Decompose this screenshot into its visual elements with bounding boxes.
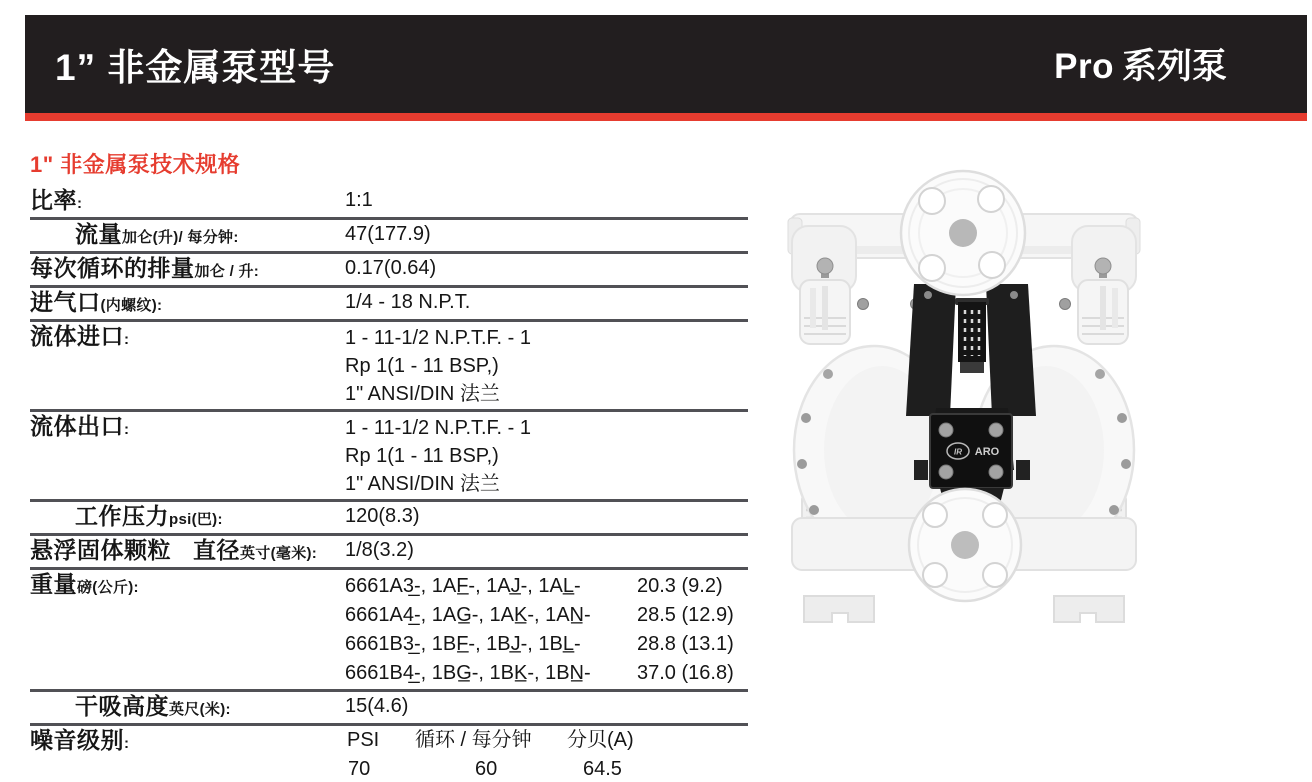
spec-row-suction <box>30 692 748 726</box>
ir-logo-text: IR <box>954 447 962 457</box>
section-heading: 1" 非金属泵技术规格 <box>30 152 241 177</box>
header-bar <box>25 15 1307 113</box>
label-sub: : <box>124 331 130 348</box>
label-sub: psi(巴): <box>169 511 223 528</box>
spec-value-displacement: 0.17(0.64) <box>345 257 437 279</box>
label-sub: 英尺(米): <box>169 701 231 718</box>
pump-center-section <box>906 284 1036 512</box>
pump-bottom-flange <box>909 489 1021 601</box>
pump-product-photo <box>788 168 1140 630</box>
spec-label-flow <box>30 222 345 250</box>
spec-value-fluid-outlet <box>345 414 748 498</box>
value-line: Rp 1(1 - 11 BSP,) <box>345 445 499 467</box>
label-text: 悬浮固体颗粒 <box>30 537 171 563</box>
spec-value-fluid-inlet <box>345 324 748 408</box>
spec-label-fluid-inlet <box>30 324 345 352</box>
value-line: 1" ANSI/DIN 法兰 <box>345 473 500 495</box>
noise-value-psi: 70 <box>348 758 371 780</box>
label-text: 流体出口 <box>30 413 124 439</box>
label-text: 工作压力 <box>75 503 169 529</box>
pump-top-flange <box>901 171 1025 295</box>
label-text: 干吸高度 <box>75 693 169 719</box>
weight-models: 6661A4̲-, 1AG̲-, 1AK̲-, 1AN̲- <box>345 604 591 626</box>
weight-row <box>345 572 748 601</box>
noise-header-db: 分贝(A) <box>567 729 634 751</box>
spec-label-ratio <box>30 188 345 216</box>
weight-models: 6661B4̲-, 1BG̲-, 1BK̲-, 1BN̲- <box>345 662 591 684</box>
series-title <box>1054 39 1227 89</box>
spec-value-weight <box>345 572 748 688</box>
spec-value-air-inlet: 1/4 - 18 N.P.T. <box>345 291 471 313</box>
noise-table <box>345 728 748 781</box>
label-sub: : <box>124 735 130 752</box>
label-text: 进气口 <box>30 289 101 315</box>
spec-row-flow <box>30 220 748 254</box>
label-text: 流体进口 <box>30 323 124 349</box>
spec-label-suction <box>30 694 345 722</box>
label-sub: 加仑(升)/ 每分钟: <box>122 229 239 246</box>
label-sub: 加仑 / 升: <box>194 263 260 280</box>
value-line: Rp 1(1 - 11 BSP,) <box>345 355 499 377</box>
spec-value-suction: 15(4.6) <box>345 695 409 717</box>
spec-row-displacement <box>30 254 748 288</box>
label-text: 比率 <box>30 187 77 213</box>
spec-label-fluid-outlet <box>30 414 345 442</box>
noise-header-cycles: 循环 / 每分钟 <box>415 729 532 751</box>
weight-value: 28.8 (13.1) <box>637 633 734 655</box>
weight-row <box>345 630 748 659</box>
weight-models: 6661B3̲-, 1BF̲-, 1BJ̲-, 1BL̲- <box>345 633 581 655</box>
spec-row-pressure <box>30 502 748 536</box>
label-text: 噪音级别 <box>30 727 124 753</box>
spec-label-noise <box>30 728 345 756</box>
value-line: 1 - 11-1/2 N.P.T.F. - 1 <box>345 327 532 349</box>
spec-row-noise <box>30 726 748 782</box>
label-sub: 磅(公斤): <box>77 579 139 596</box>
label-sub: 英寸(毫米): <box>240 545 318 562</box>
value-line: 1" ANSI/DIN 法兰 <box>345 383 500 405</box>
spec-row-weight <box>30 570 748 692</box>
spec-row-fluid-inlet <box>30 322 748 412</box>
weight-row <box>345 601 748 630</box>
spec-label-solids <box>30 538 345 566</box>
spec-value-flow: 47(177.9) <box>345 223 431 245</box>
spec-label-displacement <box>30 256 345 284</box>
label-text-2: 直径 <box>193 537 240 563</box>
value-line: 1 - 11-1/2 N.P.T.F. - 1 <box>345 417 532 439</box>
spec-value-ratio: 1:1 <box>345 189 373 211</box>
header-accent-stripe <box>25 113 1307 121</box>
weight-row <box>345 659 748 688</box>
spec-section <box>30 148 748 782</box>
spec-label-pressure <box>30 504 345 532</box>
noise-header-psi: PSI <box>347 729 380 751</box>
spec-label-weight <box>30 572 345 600</box>
spec-label-air-inlet <box>30 290 345 318</box>
page-title: 1” 非金属泵型号 <box>55 47 336 88</box>
weight-value: 28.5 (12.9) <box>637 604 734 626</box>
spec-row-fluid-outlet <box>30 412 748 502</box>
spec-value-solids: 1/8(3.2) <box>345 539 414 561</box>
series-title-en: Pro <box>1054 47 1114 86</box>
noise-value-db: 64.5 <box>583 758 622 780</box>
series-title-zh: 系列泵 <box>1121 47 1227 86</box>
weight-value: 20.3 (9.2) <box>637 575 723 597</box>
label-sub: (内螺纹): <box>100 297 163 314</box>
weight-value: 37.0 (16.8) <box>637 662 734 684</box>
aro-badge-text: ARO <box>974 446 1000 458</box>
label-sub: : <box>124 421 130 438</box>
label-text: 重量 <box>30 571 77 597</box>
label-text: 每次循环的排量 <box>30 255 195 281</box>
spec-value-pressure: 120(8.3) <box>345 505 420 527</box>
weight-models: 6661A3̲-, 1AF̲-, 1AJ̲-, 1AL̲- <box>345 575 581 597</box>
spec-row-ratio <box>30 186 748 220</box>
noise-value-cycles: 60 <box>475 758 498 780</box>
spec-row-solids <box>30 536 748 570</box>
label-text: 流量 <box>75 221 122 247</box>
label-sub: : <box>77 195 83 212</box>
spec-row-air-inlet <box>30 288 748 322</box>
